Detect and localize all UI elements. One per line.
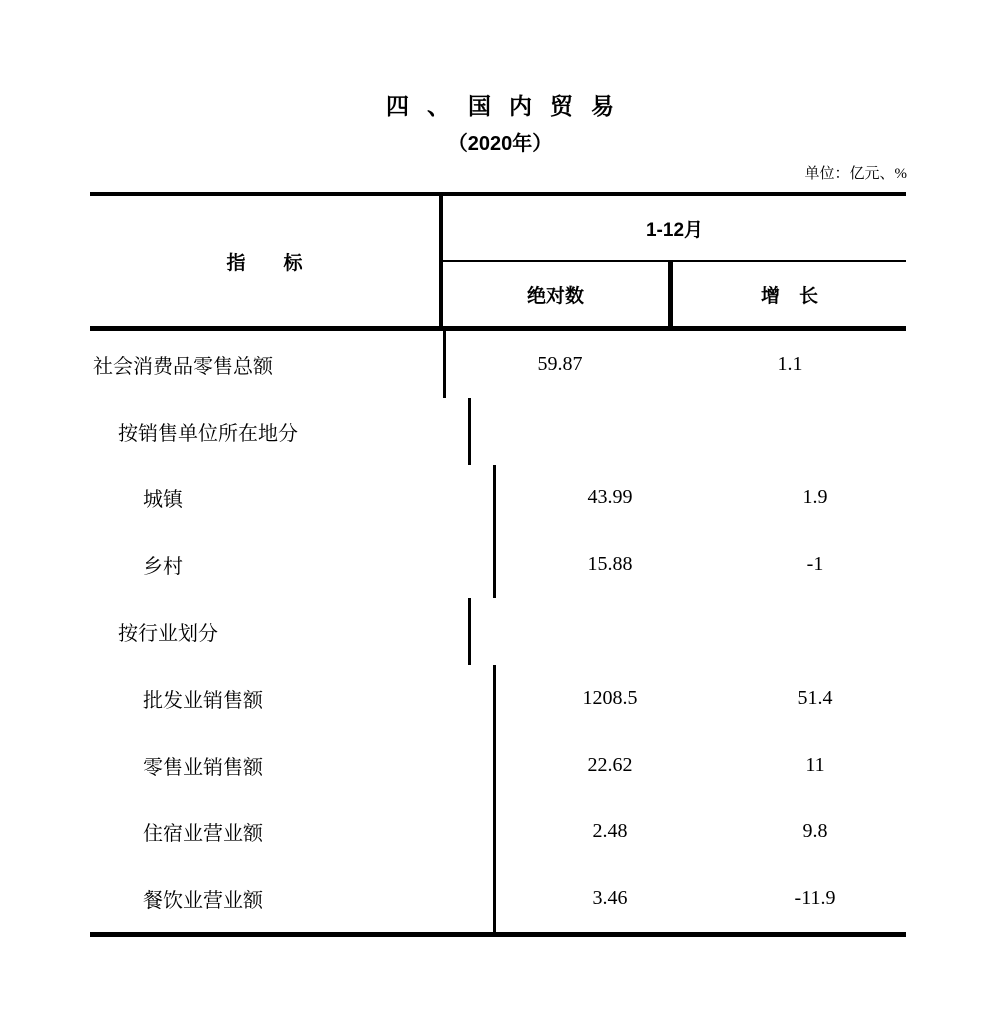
table-row	[90, 732, 906, 799]
row-growth-value	[699, 598, 906, 665]
table-row	[90, 531, 906, 598]
row-absolute-value: 3.46	[592, 887, 628, 910]
row-absolute-value: 22.62	[587, 753, 633, 776]
table-row	[90, 665, 906, 732]
row-growth-value: 9.8	[802, 820, 828, 843]
row-label: 城镇	[90, 465, 496, 532]
row-growth-value: 11	[805, 753, 825, 776]
row-label: 按行业划分	[90, 598, 471, 665]
unit-note: 单位：亿元、%	[804, 166, 907, 182]
table-row	[90, 798, 906, 865]
row-absolute-value: 2.48	[592, 820, 628, 843]
row-absolute-value: 43.99	[587, 486, 633, 509]
table-row	[90, 865, 906, 932]
domestic-trade-table	[90, 192, 906, 937]
row-absolute-value: 1208.5	[582, 686, 638, 709]
table-row	[90, 465, 906, 532]
row-label: 餐饮业营业额	[90, 865, 496, 932]
subheader-row	[443, 262, 906, 326]
row-label: 批发业销售额	[90, 665, 496, 732]
row-growth-value: 1.1	[777, 352, 803, 375]
row-growth-value	[699, 398, 906, 465]
row-absolute-value: 59.87	[537, 352, 583, 375]
row-label: 住宿业营业额	[90, 798, 496, 865]
row-absolute-value	[471, 398, 699, 465]
page-title: 四、国内贸易	[386, 93, 632, 119]
page-subtitle: （2020年）	[447, 133, 553, 155]
column-header-growth: 增 长	[760, 285, 818, 307]
column-header-indicator: 指 标	[90, 196, 443, 326]
row-growth-value: 51.4	[797, 686, 833, 709]
table-header	[90, 196, 906, 331]
row-label: 按销售单位所在地分	[90, 398, 471, 465]
table-body	[90, 331, 906, 932]
table-row	[90, 331, 906, 398]
row-absolute-value: 15.88	[587, 553, 633, 576]
row-label: 零售业销售额	[90, 732, 496, 799]
table-row	[90, 598, 906, 665]
column-header-absolute: 绝对数	[443, 262, 673, 326]
column-header-period: 1-12月	[443, 196, 906, 262]
row-label: 社会消费品零售总额	[90, 331, 446, 398]
row-absolute-value	[471, 598, 699, 665]
row-label: 乡村	[90, 531, 496, 598]
row-growth-value: -1	[806, 553, 824, 576]
row-growth-value: 1.9	[802, 486, 828, 509]
table-row	[90, 398, 906, 465]
period-column-group	[443, 196, 906, 326]
row-growth-value: -11.9	[794, 887, 836, 910]
